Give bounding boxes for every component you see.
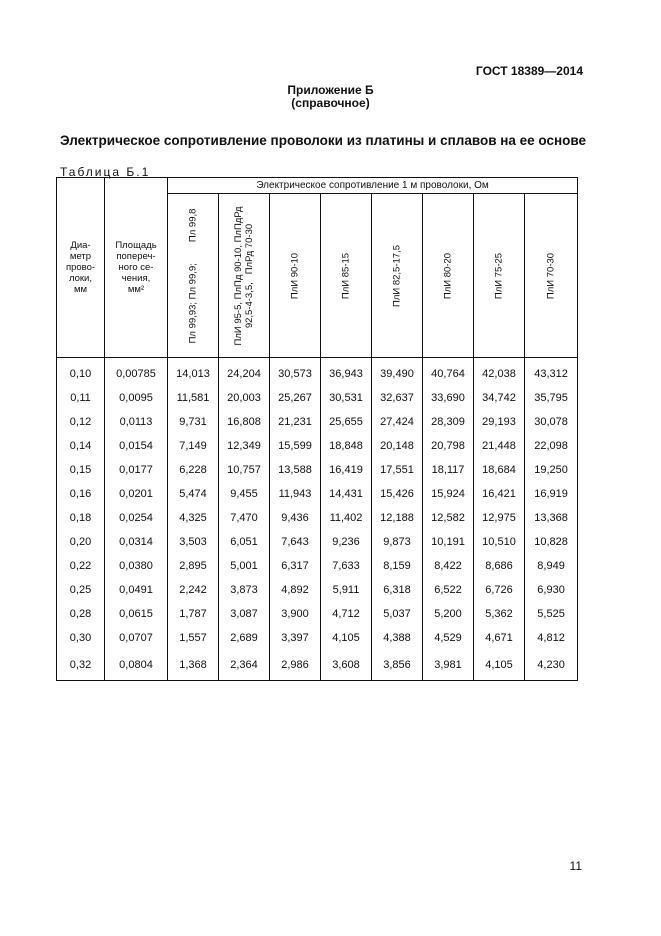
table-cell: 7,470 bbox=[219, 506, 270, 530]
table-cell: 11,581 bbox=[168, 386, 219, 410]
table-cell: 0,0177 bbox=[105, 458, 168, 482]
table-cell: 43,312 bbox=[525, 358, 578, 387]
table-cell: 3,087 bbox=[219, 602, 270, 626]
table-cell: 21,231 bbox=[270, 410, 321, 434]
table-cell: 1,557 bbox=[168, 626, 219, 650]
table-row bbox=[57, 506, 578, 530]
table-cell: 16,919 bbox=[525, 482, 578, 506]
header-alloy-label: ПлИ 75-25 bbox=[493, 252, 505, 299]
table-cell: 8,949 bbox=[525, 554, 578, 578]
table-cell: 0,0804 bbox=[105, 650, 168, 681]
header-alloy-label: ПлИ 90-10 bbox=[289, 252, 301, 299]
table-cell: 0,22 bbox=[57, 554, 105, 578]
table-row bbox=[57, 626, 578, 650]
table-cell: 25,655 bbox=[321, 410, 372, 434]
header-area-label: Площадь попереч- ного се- чения, мм² bbox=[115, 240, 157, 295]
table-cell: 12,188 bbox=[372, 506, 423, 530]
table-cell: 0,30 bbox=[57, 626, 105, 650]
table-cell: 30,573 bbox=[270, 358, 321, 387]
table-cell: 0,00785 bbox=[105, 358, 168, 387]
table-cell: 6,317 bbox=[270, 554, 321, 578]
table-cell: 0,0095 bbox=[105, 386, 168, 410]
header-alloy-5 bbox=[423, 194, 474, 358]
header-alloy-label: ПлИ 95-5, ПлПд 90-10, ПлПдРд 92,5-4-3,5, ПлРд 70-30 bbox=[233, 206, 255, 345]
table-cell: 28,309 bbox=[423, 410, 474, 434]
table-cell: 3,981 bbox=[423, 650, 474, 681]
table-cell: 0,28 bbox=[57, 602, 105, 626]
table-cell: 40,764 bbox=[423, 358, 474, 387]
table-cell: 4,812 bbox=[525, 626, 578, 650]
table-cell: 3,873 bbox=[219, 578, 270, 602]
table-cell: 39,490 bbox=[372, 358, 423, 387]
table-cell: 2,986 bbox=[270, 650, 321, 681]
table-cell: 12,349 bbox=[219, 434, 270, 458]
table-cell: 3,900 bbox=[270, 602, 321, 626]
table-cell: 7,149 bbox=[168, 434, 219, 458]
table-cell: 21,448 bbox=[474, 434, 525, 458]
header-alloy-label: ПлИ 82,5-17,5 bbox=[391, 244, 403, 307]
table-cell: 0,11 bbox=[57, 386, 105, 410]
table-cell: 4,105 bbox=[474, 650, 525, 681]
table-cell: 15,924 bbox=[423, 482, 474, 506]
table-caption: Таблица Б.1 bbox=[60, 165, 151, 179]
appendix-note: (справочное) bbox=[291, 96, 370, 110]
header-alloy-label: Пл 99,93; Пл 99,9; Пл 99,8 bbox=[187, 208, 199, 343]
table-cell: 42,038 bbox=[474, 358, 525, 387]
table-cell: 25,267 bbox=[270, 386, 321, 410]
table-cell: 5,474 bbox=[168, 482, 219, 506]
table-cell: 22,098 bbox=[525, 434, 578, 458]
table-cell: 13,368 bbox=[525, 506, 578, 530]
table-cell: 13,588 bbox=[270, 458, 321, 482]
header-alloy-label: ПлИ 85-15 bbox=[340, 252, 352, 299]
header-alloy-4 bbox=[372, 194, 423, 358]
table-cell: 4,388 bbox=[372, 626, 423, 650]
table-cell: 10,757 bbox=[219, 458, 270, 482]
table-cell: 19,250 bbox=[525, 458, 578, 482]
table-cell: 0,12 bbox=[57, 410, 105, 434]
table-cell: 5,037 bbox=[372, 602, 423, 626]
table-cell: 8,686 bbox=[474, 554, 525, 578]
table-cell: 10,191 bbox=[423, 530, 474, 554]
page-number: 11 bbox=[569, 859, 582, 873]
table-cell: 0,0615 bbox=[105, 602, 168, 626]
appendix-heading bbox=[0, 84, 661, 110]
table-cell: 0,0154 bbox=[105, 434, 168, 458]
table-cell: 7,643 bbox=[270, 530, 321, 554]
table-cell: 9,455 bbox=[219, 482, 270, 506]
table-cell: 35,795 bbox=[525, 386, 578, 410]
table-cell: 34,742 bbox=[474, 386, 525, 410]
table-cell: 3,397 bbox=[270, 626, 321, 650]
header-alloy-label: ПлИ 80-20 bbox=[442, 252, 454, 299]
table-cell: 0,0254 bbox=[105, 506, 168, 530]
table-cell: 11,943 bbox=[270, 482, 321, 506]
table-cell: 3,856 bbox=[372, 650, 423, 681]
table-cell: 6,051 bbox=[219, 530, 270, 554]
table-cell: 20,003 bbox=[219, 386, 270, 410]
table-cell: 36,943 bbox=[321, 358, 372, 387]
table-cell: 0,16 bbox=[57, 482, 105, 506]
header-diameter bbox=[57, 178, 105, 358]
table-row bbox=[57, 530, 578, 554]
table-cell: 8,422 bbox=[423, 554, 474, 578]
table-cell: 3,503 bbox=[168, 530, 219, 554]
table-cell: 0,0707 bbox=[105, 626, 168, 650]
table-cell: 0,20 bbox=[57, 530, 105, 554]
table-cell: 17,551 bbox=[372, 458, 423, 482]
table-cell: 0,0491 bbox=[105, 578, 168, 602]
table-cell: 0,0201 bbox=[105, 482, 168, 506]
table-cell: 10,828 bbox=[525, 530, 578, 554]
table-cell: 0,0380 bbox=[105, 554, 168, 578]
table-cell: 2,242 bbox=[168, 578, 219, 602]
table-cell: 24,204 bbox=[219, 358, 270, 387]
table-cell: 27,424 bbox=[372, 410, 423, 434]
table-cell: 1,787 bbox=[168, 602, 219, 626]
table-row bbox=[57, 554, 578, 578]
table-cell: 10,510 bbox=[474, 530, 525, 554]
header-area bbox=[105, 178, 168, 358]
table-cell: 0,25 bbox=[57, 578, 105, 602]
header-alloy-2 bbox=[270, 194, 321, 358]
table-row bbox=[57, 650, 578, 681]
table-cell: 9,436 bbox=[270, 506, 321, 530]
table-cell: 9,731 bbox=[168, 410, 219, 434]
table-cell: 0,0113 bbox=[105, 410, 168, 434]
appendix-title: Приложение Б bbox=[287, 83, 374, 97]
table-cell: 2,689 bbox=[219, 626, 270, 650]
table-cell: 30,078 bbox=[525, 410, 578, 434]
table-cell: 4,230 bbox=[525, 650, 578, 681]
table-cell: 7,633 bbox=[321, 554, 372, 578]
table-cell: 6,930 bbox=[525, 578, 578, 602]
table-row bbox=[57, 434, 578, 458]
table-cell: 5,911 bbox=[321, 578, 372, 602]
table-cell: 4,671 bbox=[474, 626, 525, 650]
table-cell: 20,148 bbox=[372, 434, 423, 458]
table-row bbox=[57, 602, 578, 626]
table-cell: 12,582 bbox=[423, 506, 474, 530]
table-cell: 0,14 bbox=[57, 434, 105, 458]
table-cell: 16,808 bbox=[219, 410, 270, 434]
table-cell: 4,712 bbox=[321, 602, 372, 626]
table-cell: 14,013 bbox=[168, 358, 219, 387]
table-cell: 16,419 bbox=[321, 458, 372, 482]
table-cell: 15,426 bbox=[372, 482, 423, 506]
table-row bbox=[57, 410, 578, 434]
table-cell: 5,001 bbox=[219, 554, 270, 578]
table-cell: 0,32 bbox=[57, 650, 105, 681]
table-cell: 5,525 bbox=[525, 602, 578, 626]
table-cell: 4,105 bbox=[321, 626, 372, 650]
table-row bbox=[57, 458, 578, 482]
table-cell: 0,18 bbox=[57, 506, 105, 530]
table-cell: 32,637 bbox=[372, 386, 423, 410]
table-cell: 5,362 bbox=[474, 602, 525, 626]
header-alloy-6 bbox=[474, 194, 525, 358]
table-cell: 6,522 bbox=[423, 578, 474, 602]
table-cell: 9,236 bbox=[321, 530, 372, 554]
header-diameter-label: Диа- метр прово- локи, мм bbox=[65, 240, 96, 295]
table-cell: 20,798 bbox=[423, 434, 474, 458]
table-cell: 9,873 bbox=[372, 530, 423, 554]
table-cell: 2,895 bbox=[168, 554, 219, 578]
header-alloy-3 bbox=[321, 194, 372, 358]
table-cell: 4,325 bbox=[168, 506, 219, 530]
standard-code: ГОСТ 18389—2014 bbox=[475, 64, 583, 78]
table-cell: 4,529 bbox=[423, 626, 474, 650]
table-cell: 0,15 bbox=[57, 458, 105, 482]
table-row bbox=[57, 482, 578, 506]
document-title: Электрическое сопротивление проволоки из платины и сплавов на ее основе bbox=[60, 133, 587, 148]
table-cell: 6,228 bbox=[168, 458, 219, 482]
table-cell: 6,726 bbox=[474, 578, 525, 602]
header-alloy-0 bbox=[168, 194, 219, 358]
table-cell: 1,368 bbox=[168, 650, 219, 681]
header-alloy-7 bbox=[525, 194, 578, 358]
table-cell: 8,159 bbox=[372, 554, 423, 578]
header-alloy-label: ПлИ 70-30 bbox=[545, 252, 557, 299]
table-cell: 12,975 bbox=[474, 506, 525, 530]
table-cell: 0,10 bbox=[57, 358, 105, 387]
table-cell: 18,684 bbox=[474, 458, 525, 482]
table-row bbox=[57, 386, 578, 410]
table-cell: 2,364 bbox=[219, 650, 270, 681]
table-body bbox=[57, 358, 578, 681]
table-cell: 4,892 bbox=[270, 578, 321, 602]
table-cell: 18,117 bbox=[423, 458, 474, 482]
table-cell: 33,690 bbox=[423, 386, 474, 410]
table-row bbox=[57, 358, 578, 387]
table-cell: 11,402 bbox=[321, 506, 372, 530]
table-cell: 14,431 bbox=[321, 482, 372, 506]
table-cell: 16,421 bbox=[474, 482, 525, 506]
resistance-table bbox=[56, 177, 578, 681]
table-cell: 6,318 bbox=[372, 578, 423, 602]
header-resistance-group: Электрическое сопротивление 1 м проволоки, Ом bbox=[168, 178, 578, 194]
table-cell: 0,0314 bbox=[105, 530, 168, 554]
table-cell: 15,599 bbox=[270, 434, 321, 458]
table-cell: 3,608 bbox=[321, 650, 372, 681]
header-alloy-1 bbox=[219, 194, 270, 358]
table-row bbox=[57, 578, 578, 602]
table-cell: 18,848 bbox=[321, 434, 372, 458]
table-cell: 29,193 bbox=[474, 410, 525, 434]
table-cell: 5,200 bbox=[423, 602, 474, 626]
table-cell: 30,531 bbox=[321, 386, 372, 410]
